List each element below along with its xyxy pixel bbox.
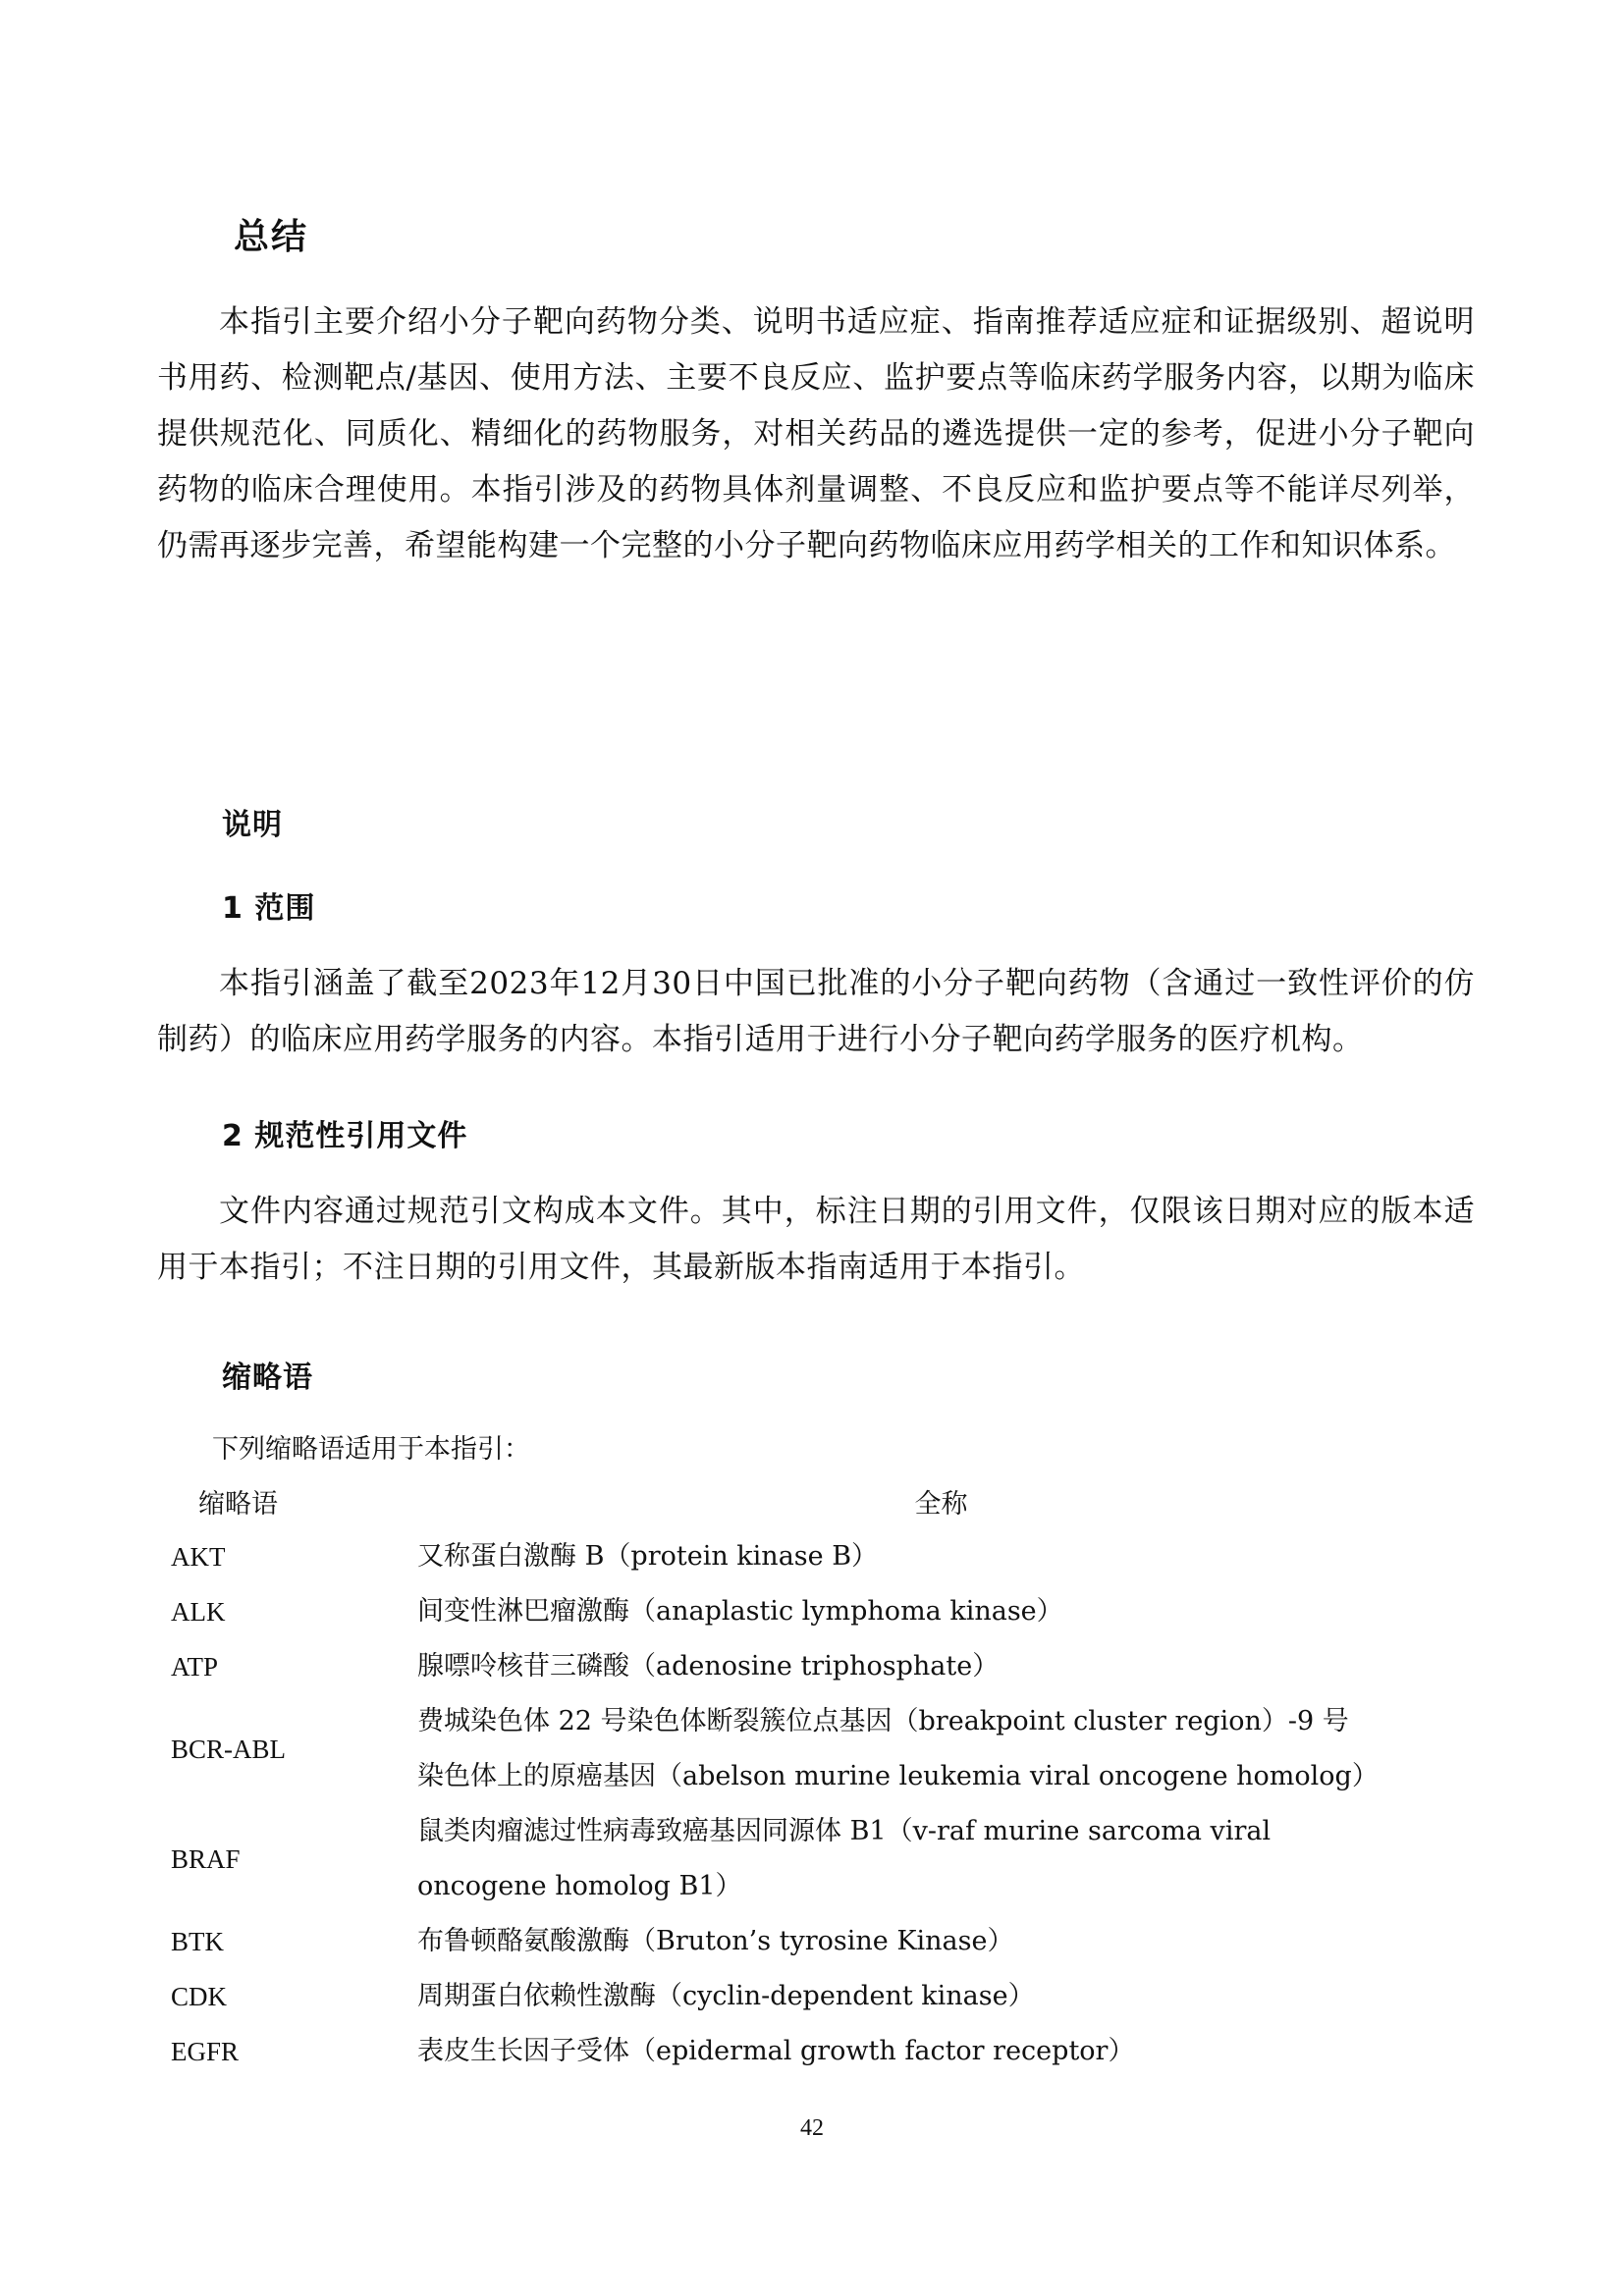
full-name-cell: 周期蛋白依赖性激酶（cyclin-dependent kinase）: [417, 1981, 1035, 2011]
full-name-cell: 又称蛋白激酶 B（protein kinase B）: [417, 1541, 879, 1572]
full-name-cell: 间变性淋巴瘤激酶（anaplastic lymphoma kinase）: [417, 1596, 1063, 1627]
abbreviation-cell: BTK: [171, 1927, 224, 1956]
full-name-cell: 腺嘌呤核苷三磷酸（adenosine triphosphate）: [417, 1651, 1000, 1682]
abbreviation-cell: EGFR: [171, 2037, 240, 2066]
abbreviations-heading: 缩略语: [222, 1361, 313, 1395]
scope-heading: 1 范围: [222, 891, 316, 926]
abbreviation-cell: BCR-ABL: [171, 1735, 287, 1764]
notes-heading: 说明: [222, 808, 283, 842]
full-name-cell: 布鲁顿酪氨酸激酶（Bruton’s tyrosine Kinase）: [417, 1926, 1014, 1956]
full-name-cell: 鼠类肉瘤滤过性病毒致癌基因同源体 B1（v-raf murine sarcoma viral oncogene homolog B1）: [417, 1816, 1272, 1901]
normative-references-heading: 2 规范性引用文件: [222, 1119, 468, 1153]
table-row: [157, 1639, 1475, 1694]
full-name-cell: 费城染色体 22 号染色体断裂簇位点基因（breakpoint cluster region）-9 号染色体上的原癌基因（abelson murine leukemia viral oncogene homolog）: [417, 1706, 1379, 1791]
summary-paragraph: 本指引主要介绍小分子靶向药物分类、说明书适应症、指南推荐适应症和证据级别、超说明书用药、检测靶点/基因、使用方法、主要不良反应、监护要点等临床药学服务内容，以期为临床提供规范化、同质化、精细化的药物服务，对相关药品的遴选提供一定的参考，促进小分子靶向药物的临床合理使用。本指引涉及的药物具体剂量调整、不良反应和监护要点等不能详尽列举，仍需再逐步完善，希望能构建一个完整的小分子靶向药物临床应用药学相关的工作和知识体系。: [157, 304, 1475, 563]
normative-references-paragraph: 文件内容通过规范引文构成本文件。其中，标注日期的引用文件，仅限该日期对应的版本适用于本指引；不注日期的引用文件，其最新版本指南适用于本指引。: [157, 1194, 1475, 1285]
scope-paragraph: 本指引涵盖了截至2023年12月30日中国已批准的小分子靶向药物（含通过一致性评价的仿制药）的临床应用药学服务的内容。本指引适用于进行小分子靶向药学服务的医疗机构。: [157, 966, 1475, 1057]
full-name-cell: 表皮生长因子受体（epidermal growth factor receptor）: [417, 2036, 1135, 2066]
abbreviation-cell: AKT: [171, 1542, 226, 1572]
table-row: [157, 1529, 1475, 1584]
abbreviations-intro: 下列缩略语适用于本指引：: [212, 1434, 530, 1465]
column-header-abbreviation: 缩略语: [198, 1488, 278, 1520]
table-row: [157, 1804, 1475, 1914]
abbreviation-cell: CDK: [171, 1982, 228, 2011]
summary-heading: 总结: [234, 217, 309, 257]
abbreviation-cell: ATP: [171, 1652, 219, 1682]
table-row: [157, 1584, 1475, 1639]
page-number: 42: [800, 2115, 824, 2141]
table-row: [157, 1694, 1475, 1804]
abbreviation-cell: BRAF: [171, 1844, 241, 1874]
table-header-row: [157, 1472, 1475, 1529]
abbreviation-cell: ALK: [171, 1597, 226, 1627]
abbreviations-table: [157, 1472, 1475, 2079]
table-row: [157, 1969, 1475, 2024]
table-row: [157, 2024, 1475, 2079]
table-row: [157, 1914, 1475, 1969]
column-header-full-name: 全称: [914, 1488, 968, 1520]
